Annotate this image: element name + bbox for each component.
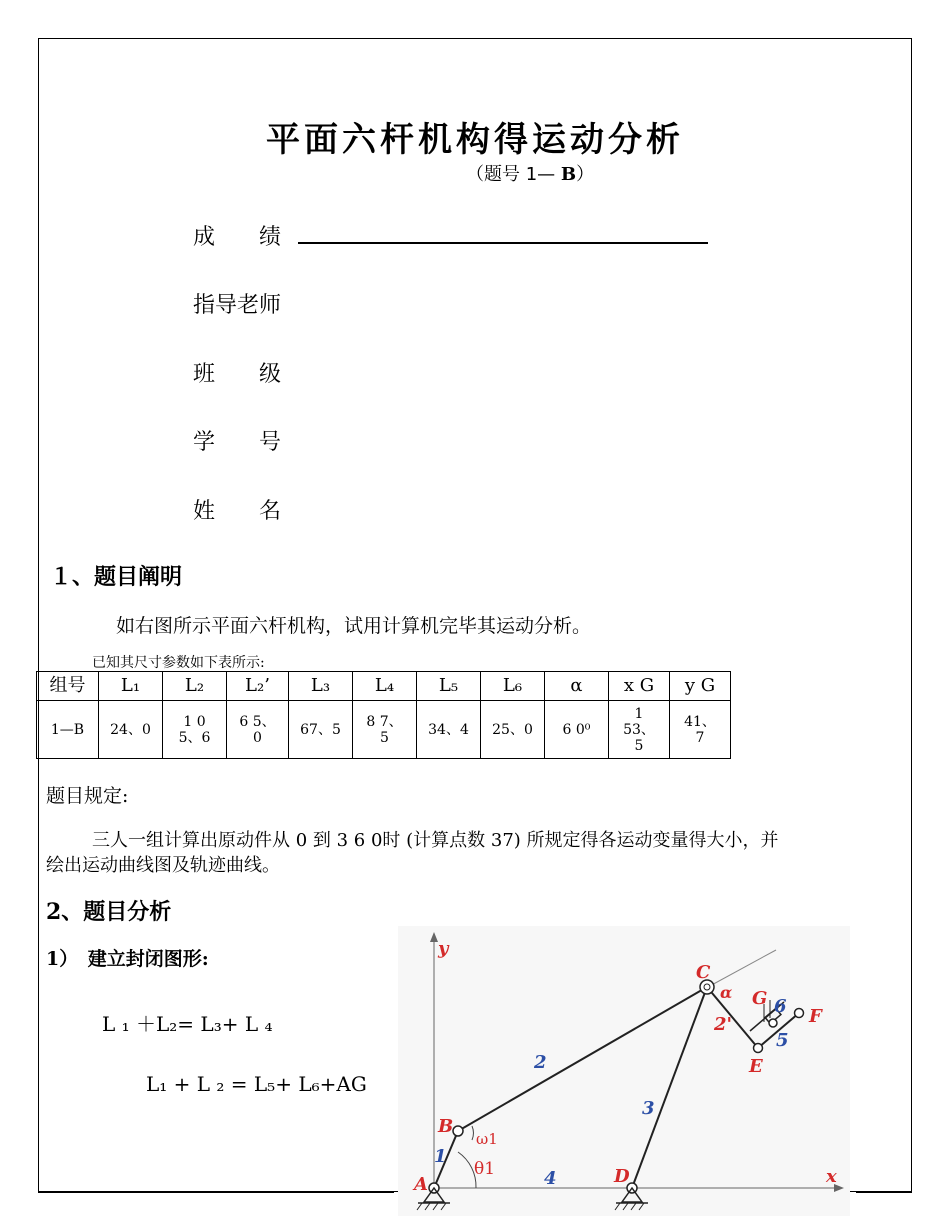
label-x: x [826, 1166, 837, 1187]
bottom-border-left [38, 1192, 394, 1193]
table-row [37, 701, 731, 759]
label-link-2: 2 [534, 1052, 547, 1073]
table-cell: 6 0⁰ [545, 701, 609, 759]
table-cell: 41、7 [670, 701, 731, 759]
parameter-table [36, 671, 731, 759]
table-header-cell: L₆ [481, 672, 545, 701]
requirements-heading: 题目规定: [46, 785, 129, 807]
table-header-row [37, 672, 731, 701]
requirements-text-1: 三人一组计算出原动件从 0 到 3 6 0时 (计算点数 37) 所规定得各运动变量得大小，并 [92, 830, 779, 851]
table-header-cell: 组号 [37, 672, 99, 701]
student-id-row [193, 425, 281, 456]
name-row [193, 494, 281, 525]
teacher-label: 指导老师 [193, 293, 282, 318]
table-cell: 1 53、5 [609, 701, 670, 759]
label-d: D [614, 1166, 630, 1187]
label-b: B [438, 1116, 454, 1137]
label-link-2prime: 2' [714, 1014, 733, 1035]
label-theta: θ1 [474, 1159, 496, 1179]
table-cell: 6 5、0 [227, 701, 289, 759]
loop-equation-1: L ₁ ＋L₂= L₃+ L ₄ [102, 1012, 273, 1036]
table-caption: 已知其尺寸参数如下表所示: [92, 655, 265, 671]
label-omega: ω1 [476, 1130, 498, 1148]
closed-figure-heading: 1） 建立封闭图形: [46, 948, 209, 970]
table-header-cell: x G [609, 672, 670, 701]
bottom-border-right [856, 1192, 912, 1193]
label-link-4: 4 [544, 1168, 557, 1189]
table-header-cell: L₅ [417, 672, 481, 701]
table-cell: 25、0 [481, 701, 545, 759]
section1-heading: １、题目阐明 [50, 564, 183, 590]
problem-number: （题号 1— B） [466, 164, 595, 185]
page-title: 平面六杆机构得运动分析 [266, 120, 684, 160]
joint-c-inner-icon [704, 984, 710, 990]
label-link-1: 1 [434, 1146, 447, 1167]
table-header-cell: L₄ [353, 672, 417, 701]
label-c: C [696, 962, 711, 983]
mechanism-diagram [398, 926, 850, 1216]
label-e: E [749, 1056, 763, 1077]
label-link-3: 3 [642, 1098, 655, 1119]
table-header-cell: L₂ [163, 672, 227, 701]
table-cell: 1 0 5、6 [163, 701, 227, 759]
label-g: G [752, 988, 768, 1009]
table-header-cell: y G [670, 672, 731, 701]
table-header-cell: α [545, 672, 609, 701]
requirements-text-2: 绘出运动曲线图及轨迹曲线。 [46, 855, 280, 876]
grade-label: 成 绩 [193, 225, 282, 250]
table-header-cell: L₂’ [227, 672, 289, 701]
label-link-6: 6 [774, 996, 787, 1017]
table-header-cell: L₁ [99, 672, 163, 701]
table-cell: 1—B [37, 701, 99, 759]
teacher-row [193, 288, 281, 319]
label-f: F [809, 1006, 822, 1027]
joint-b-icon [453, 1126, 463, 1136]
table-cell: 67、5 [289, 701, 353, 759]
section2-heading: 2、题目分析 [46, 899, 172, 925]
label-y: y [438, 938, 449, 959]
grade-underline [298, 228, 708, 244]
table-cell: 34、4 [417, 701, 481, 759]
table-cell: 8 7、5 [353, 701, 417, 759]
label-link-5: 5 [776, 1030, 789, 1051]
joint-g-icon [769, 1019, 777, 1027]
label-alpha: α [720, 983, 733, 1002]
loop-equation-2: L₁ + L ₂ = L₅+ L₆+AG [146, 1072, 367, 1096]
table-header-cell: L₃ [289, 672, 353, 701]
class-label: 班 级 [193, 362, 282, 387]
student-id-label: 学 号 [193, 430, 282, 455]
class-row [193, 357, 281, 388]
joint-e-icon [754, 1044, 763, 1053]
joint-f-icon [795, 1009, 804, 1018]
grade-row [193, 220, 708, 251]
table-cell: 24、0 [99, 701, 163, 759]
label-a: A [414, 1174, 428, 1195]
section1-intro: 如右图所示平面六杆机构，试用计算机完毕其运动分析。 [116, 615, 592, 637]
name-label: 姓 名 [193, 499, 282, 524]
